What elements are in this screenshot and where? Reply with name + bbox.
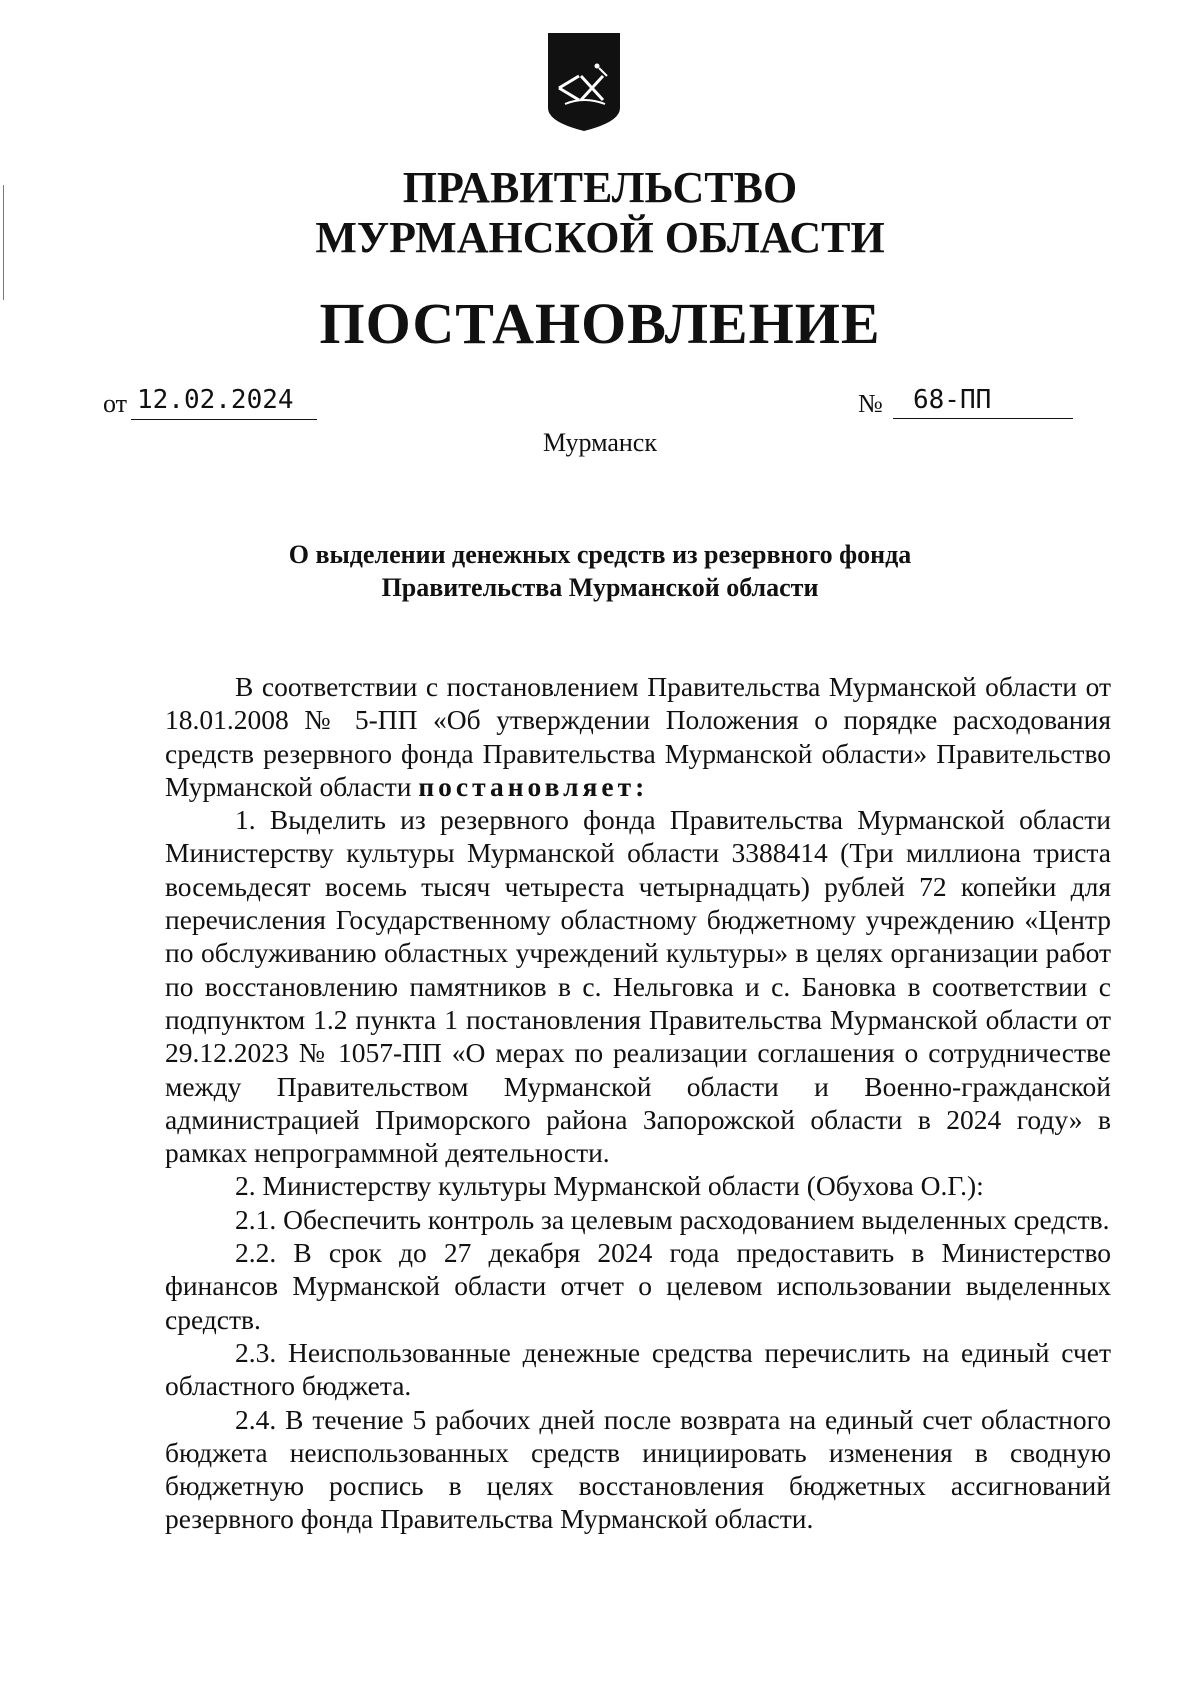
org-title-line1: ПРАВИТЕЛЬСТВО bbox=[402, 163, 798, 212]
number-prefix: № bbox=[858, 389, 883, 418]
clause-2-1: 2.1. Обеспечить контроль за целевым расходованием выделенных средств. bbox=[235, 1203, 1110, 1235]
date-prefix: от bbox=[103, 389, 128, 418]
document-body bbox=[165, 670, 1111, 1536]
city-name: Мурманск bbox=[543, 428, 657, 457]
org-title-line2: МУРМАНСКОЙ ОБЛАСТИ bbox=[315, 213, 885, 262]
subject-line1: О выделении денежных средств из резервного фонда bbox=[288, 540, 912, 569]
date-number-row bbox=[0, 385, 1200, 421]
preamble-paragraph bbox=[165, 670, 1111, 803]
clause-2-2: 2.2. В срок до 27 декабря 2024 года предоставить в Министерство финансов Мурманской области отчет о целевом использовании выделенных средств. bbox=[165, 1237, 1111, 1335]
resolves-word: постановляет: bbox=[418, 770, 649, 802]
document-date: 12.02.2024 bbox=[131, 385, 317, 420]
subject-line2: Правительства Мурманской области bbox=[381, 573, 819, 602]
coat-of-arms-icon bbox=[545, 30, 623, 134]
clause-2: 2. Министерству культуры Мурманской области (Обухова О.Г.): bbox=[235, 1170, 984, 1202]
clause-2-4: 2.4. В течение 5 рабочих дней после возврата на единый счет областного бюджета неиспользованных средств инициировать изменения в сводную бюджетную роспись в целях восстановления бюджетных ассигнований резервного фонда Правительства Мурманской области. bbox=[165, 1403, 1111, 1535]
clause-1: 1. Выделить из резервного фонда Правительства Мурманской области Министерству культуры Мурманской области 3388414 (Три миллиона триста восемьдесят восемь тысяч четыреста четырнадцать) рублей 72 копейки для перечисления Государственному областному бюджетному учреждению «Центр по обслуживанию областных учреждений культуры» в целях организации работ по восстановлению памятников в с. Нельговка и с. Бановка в соответствии с подпунктом 1.2 пункта 1 постановления Правительства Мурманской области от 29.12.2023 № 1057-ПП «О мерах по реализации соглашения о сотрудничестве между Правительством Мурманской области и Военно-гражданской администрацией Приморского района Запорожской области в 2024 году» в рамках непрограммной деятельности. bbox=[165, 804, 1111, 1169]
document-type-title: ПОСТАНОВЛЕНИЕ bbox=[319, 291, 881, 356]
document-number: 68-ПП bbox=[893, 385, 1073, 419]
preamble-text: В соответствии с постановлением Правительства Мурманской области от 18.01.2008 № 5-ПП «Об утверждении Положения о порядке расходования средств резервного фонда Правительства Мурманской области» Правительство Мурманской области bbox=[165, 671, 1111, 802]
clause-2-3: 2.3. Неиспользованные денежные средства перечислить на единый счет областного бюджета. bbox=[165, 1336, 1111, 1402]
document-subject bbox=[0, 538, 1200, 604]
